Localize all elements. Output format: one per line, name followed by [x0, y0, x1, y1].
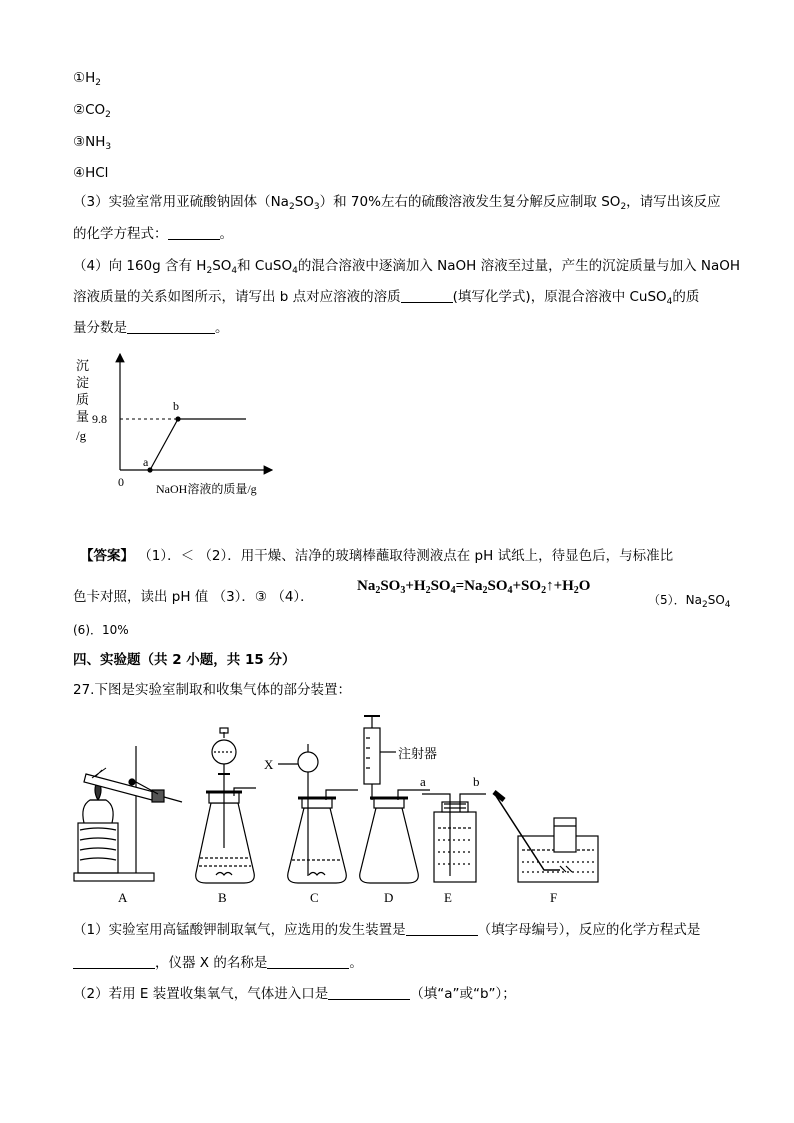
- apparatus-label-b: B: [218, 890, 227, 905]
- origin-label: 0: [118, 475, 124, 489]
- apparatus-f: [494, 792, 598, 882]
- question-4-line-2: 溶液质量的关系如图所示，请写出 b 点对应溶液的溶质 (填写化学式)，原混合溶液中 CuSO$_4$的质: [73, 289, 700, 307]
- apparatus-figure: [66, 708, 626, 908]
- apparatus-label-a: A: [118, 890, 128, 905]
- question-27-1-line-1: （1）实验室用高锰酸钾制取氧气，应选用的发生装置是 （填字母编号），反应的化学方程式是: [73, 922, 701, 938]
- apparatus-label-e: E: [444, 890, 452, 905]
- answer-blank[interactable]: [267, 954, 349, 969]
- point-b-label: b: [173, 399, 179, 413]
- apparatus-e: [422, 794, 486, 882]
- question-27-2-line-1: （2）若用 E 装置收集氧气，气体进入口是 （填“a”或“b”）；: [73, 986, 516, 1002]
- apparatus-label-c: C: [310, 890, 319, 905]
- precipitate-curve-rise: [150, 419, 178, 470]
- apparatus-c: [278, 744, 358, 883]
- answer-line-1: 【答案】 （1）．＜ （2）．用干燥、洁净的玻璃棒蘸取待测液点在 pH 试纸上，待显色后，与标准比: [80, 548, 674, 564]
- port-b-label: b: [473, 774, 480, 789]
- section-4-title: 四、实验题（共 2 小题，共 15 分）: [73, 652, 296, 668]
- option-2: $②CO_2$: [73, 102, 111, 120]
- question-27-1-line-2: ，仪器 X 的名称是 。: [73, 953, 363, 973]
- apparatus-d: [360, 716, 430, 883]
- answer-line-2: 色卡对照，读出 pH 值 （3）．③ （4）．: [73, 589, 314, 605]
- apparatus-b: [196, 728, 256, 883]
- y-axis-label-2: 淀: [76, 375, 90, 390]
- precipitate-graph: [66, 350, 296, 500]
- question-4-line-1: （4）向 160g 含有 $H_2SO_4$和 CuSO$_4$的混合溶液中逐滴加入 NaOH 溶液至过量，产生的沉淀质量与加入 NaOH: [73, 258, 741, 276]
- apparatus-a: [74, 746, 182, 881]
- y-axis-label-4: 量: [76, 409, 90, 424]
- question-3-line-2: 的化学方程式： 。: [73, 226, 233, 242]
- answer-blank[interactable]: [406, 921, 478, 936]
- point-b: [175, 416, 180, 421]
- answer-blank[interactable]: [168, 225, 220, 240]
- y-tick-label: 9.8: [92, 412, 107, 426]
- question-3-line-1: （3）实验室常用亚硫酸钠固体$(Na_2SO_3)$和 70%左右的硫酸溶液发生复分解反应制取 $SO_2$，请写出该反应: [73, 194, 721, 212]
- answer-item-5: （5）．$Na_2SO_4$: [648, 593, 731, 610]
- y-axis-label-1: 沉: [76, 358, 90, 373]
- option-1: $①H_2$: [73, 70, 101, 88]
- answer-equation: $Na_2SO_3+H_2SO_4=Na_2SO_4+SO_2↑+H_2O$: [357, 578, 591, 596]
- question-4-line-3: 量分数是 。: [73, 320, 229, 336]
- answer-blank[interactable]: [328, 985, 410, 1000]
- answer-item-6: (6)．10%: [73, 623, 129, 637]
- port-a-label: a: [420, 774, 426, 789]
- question-27-intro: 27.下图是实验室制取和收集气体的部分装置：: [73, 682, 351, 698]
- answer-blank[interactable]: [127, 319, 215, 334]
- option-3: $③NH_3$: [73, 134, 112, 152]
- syringe-label: 注射器: [398, 746, 438, 761]
- point-a-label: a: [143, 455, 149, 469]
- answer-blank[interactable]: [401, 288, 453, 303]
- apparatus-label-f: F: [550, 890, 558, 905]
- instrument-x-label: X: [264, 757, 274, 772]
- option-4: ④HCl: [73, 165, 109, 181]
- answer-blank[interactable]: [73, 954, 155, 969]
- y-axis-label-3: 质: [76, 392, 90, 407]
- apparatus-label-d: D: [384, 890, 394, 905]
- y-axis-label-5: /g: [76, 428, 87, 443]
- x-axis-label: NaOH溶液的质量/g: [156, 482, 257, 496]
